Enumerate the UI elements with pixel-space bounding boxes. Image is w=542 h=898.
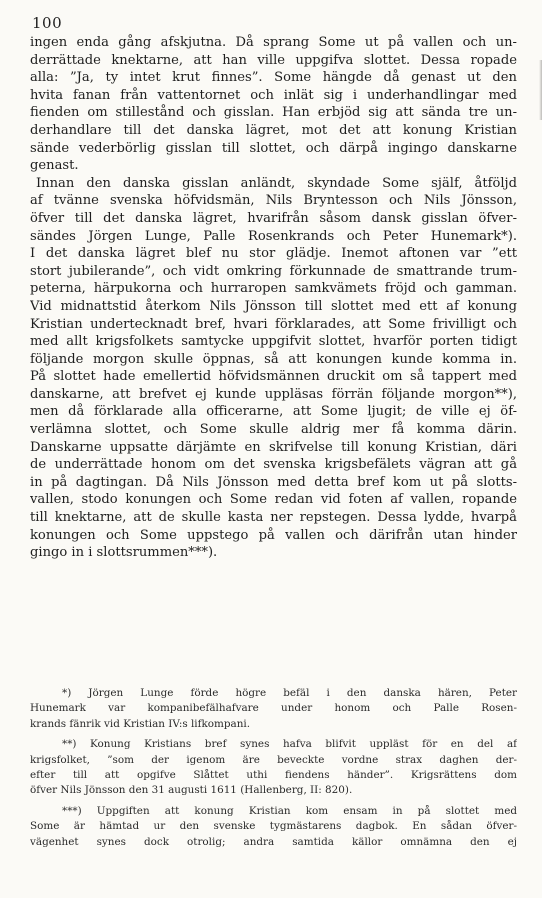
text-line: derhandlare till det danska lägret, mot det att konung Kristian bbox=[30, 122, 517, 138]
text-line: de underrättade honom om det svenska krigsbefälets vägran att gå bbox=[30, 457, 517, 473]
text-line: Danskarne uppsatte därjämte en skrifvelse till konung Kristian, däri bbox=[30, 439, 517, 455]
text-line: in på dagtingan. Då Nils Jönsson med detta bref kom ut på slotts- bbox=[30, 474, 517, 490]
text-line: följande morgon skulle öppnas, så att konungen kunde komma in. bbox=[30, 351, 517, 367]
text-line: öfver till det danska lägret, hvarifrån såsom dansk gisslan öfver- bbox=[30, 210, 517, 226]
body-text bbox=[30, 34, 517, 562]
text-line: sände vederbörlig gisslan till slottet, och därpå ingingo danskarne bbox=[30, 140, 517, 156]
text-line: sändes Jörgen Lunge, Palle Rosenkrands och Peter Hunemark*). bbox=[30, 228, 517, 244]
footnote-1 bbox=[30, 686, 517, 732]
footnote-3 bbox=[30, 804, 517, 850]
footnote-line: vägenhet synes dock otrolig; andra samtida källor omnämna den ej bbox=[30, 835, 517, 848]
text-line: Innan den danska gisslan anländt, skyndade Some själf, åtföljd bbox=[36, 175, 517, 191]
text-line: genast. bbox=[30, 158, 79, 174]
text-line: ingen enda gång afskjutna. Då sprang Some ut på vallen och un- bbox=[30, 35, 517, 50]
footnote-2 bbox=[30, 737, 517, 799]
text-line: peterna, härpukorna och hurraropen samkvämets fröjd och gamman. bbox=[30, 281, 517, 297]
text-line: till knektarne, att de skulle kasta ner repstegen. Dessa lydde, hvarpå bbox=[30, 510, 517, 526]
text-line: men då förklarade alla officerarne, att Some ljugit; de ville ej öf- bbox=[30, 404, 517, 420]
text-line: danskarne, att brefvet ej kunde uppläsas förrän följande morgon**), bbox=[30, 386, 517, 402]
text-line: verlämna slottet, och Some skulle aldrig mer få komma därin. bbox=[30, 422, 517, 438]
footnote-line: öfver Nils Jönsson den 31 augusti 1611 (Hallenberg, II: 820). bbox=[30, 784, 353, 797]
text-line: På slottet hade emellertid höfvidsmännen druckit om så tappert med bbox=[30, 369, 517, 385]
text-line: alla: ”Ja, ty intet krut finnes”. Some hängde då genast ut den bbox=[30, 70, 517, 86]
page-number: 100 bbox=[32, 14, 63, 32]
text-line: vallen, stodo konungen och Some redan vid foten af vallen, ropande bbox=[30, 492, 517, 508]
text-line: konungen och Some uppstego på vallen och därifrån utan hinder bbox=[30, 527, 517, 543]
text-line: med allt krigsfolkets samtycke uppgifvit slottet, hvarför porten tidigt bbox=[30, 334, 517, 350]
text-line: stort jubilerande”, och vidt omkring förkunnade de smattrande trum- bbox=[30, 263, 517, 279]
text-line: Kristian undertecknadt bref, hvari förklarades, att Some frivilligt och bbox=[30, 316, 517, 332]
text-line: gingo in i slottsrummen***). bbox=[30, 545, 218, 561]
footnote-line: ***) Uppgiften att konung Kristian kom ensam in på slottet med bbox=[62, 804, 517, 817]
text-line: af tvänne svenska höfvidsmän, Nils Bryntesson och Nils Jönsson, bbox=[30, 193, 517, 209]
text-line: hvita fanan från vattentornet och inlät sig i underhandlingar med bbox=[30, 87, 517, 103]
text-line: derrättade knektarne, att han ville uppgifva slottet. Dessa ropade bbox=[30, 52, 517, 68]
text-line: Vid midnattstid återkom Nils Jönsson till slottet med ett af konung bbox=[30, 298, 517, 314]
text-line: I det danska lägret blef nu stor glädje. Inemot aftonen var ”ett bbox=[30, 246, 517, 262]
text-line: fienden om stillestånd och gisslan. Han erbjöd sig att sända tre un- bbox=[30, 105, 517, 121]
footnote-line: krigsfolket, ”som der igenom äre beveckte vordne strax daghen der- bbox=[30, 753, 517, 766]
footnote-line: krands fänrik vid Kristian IV:s lifkompani. bbox=[30, 717, 251, 730]
footnote-line: Some är hämtad ur den svenske tygmästarens dagbok. En sådan öfver- bbox=[30, 820, 517, 833]
footnote-line: Hunemark var kompanibefälhafvare under honom och Palle Rosen- bbox=[30, 702, 517, 715]
footnote-line: *) Jörgen Lunge förde högre befäl i den danska hären, Peter bbox=[62, 687, 517, 699]
footnote-line: efter till att opgifve Slåttet uthi fiendens händer”. Krigsrättens dom bbox=[30, 768, 517, 781]
footnote-line: **) Konung Kristians bref synes hafva blifvit uppläst för en del af bbox=[62, 738, 517, 751]
footnotes bbox=[30, 686, 517, 855]
